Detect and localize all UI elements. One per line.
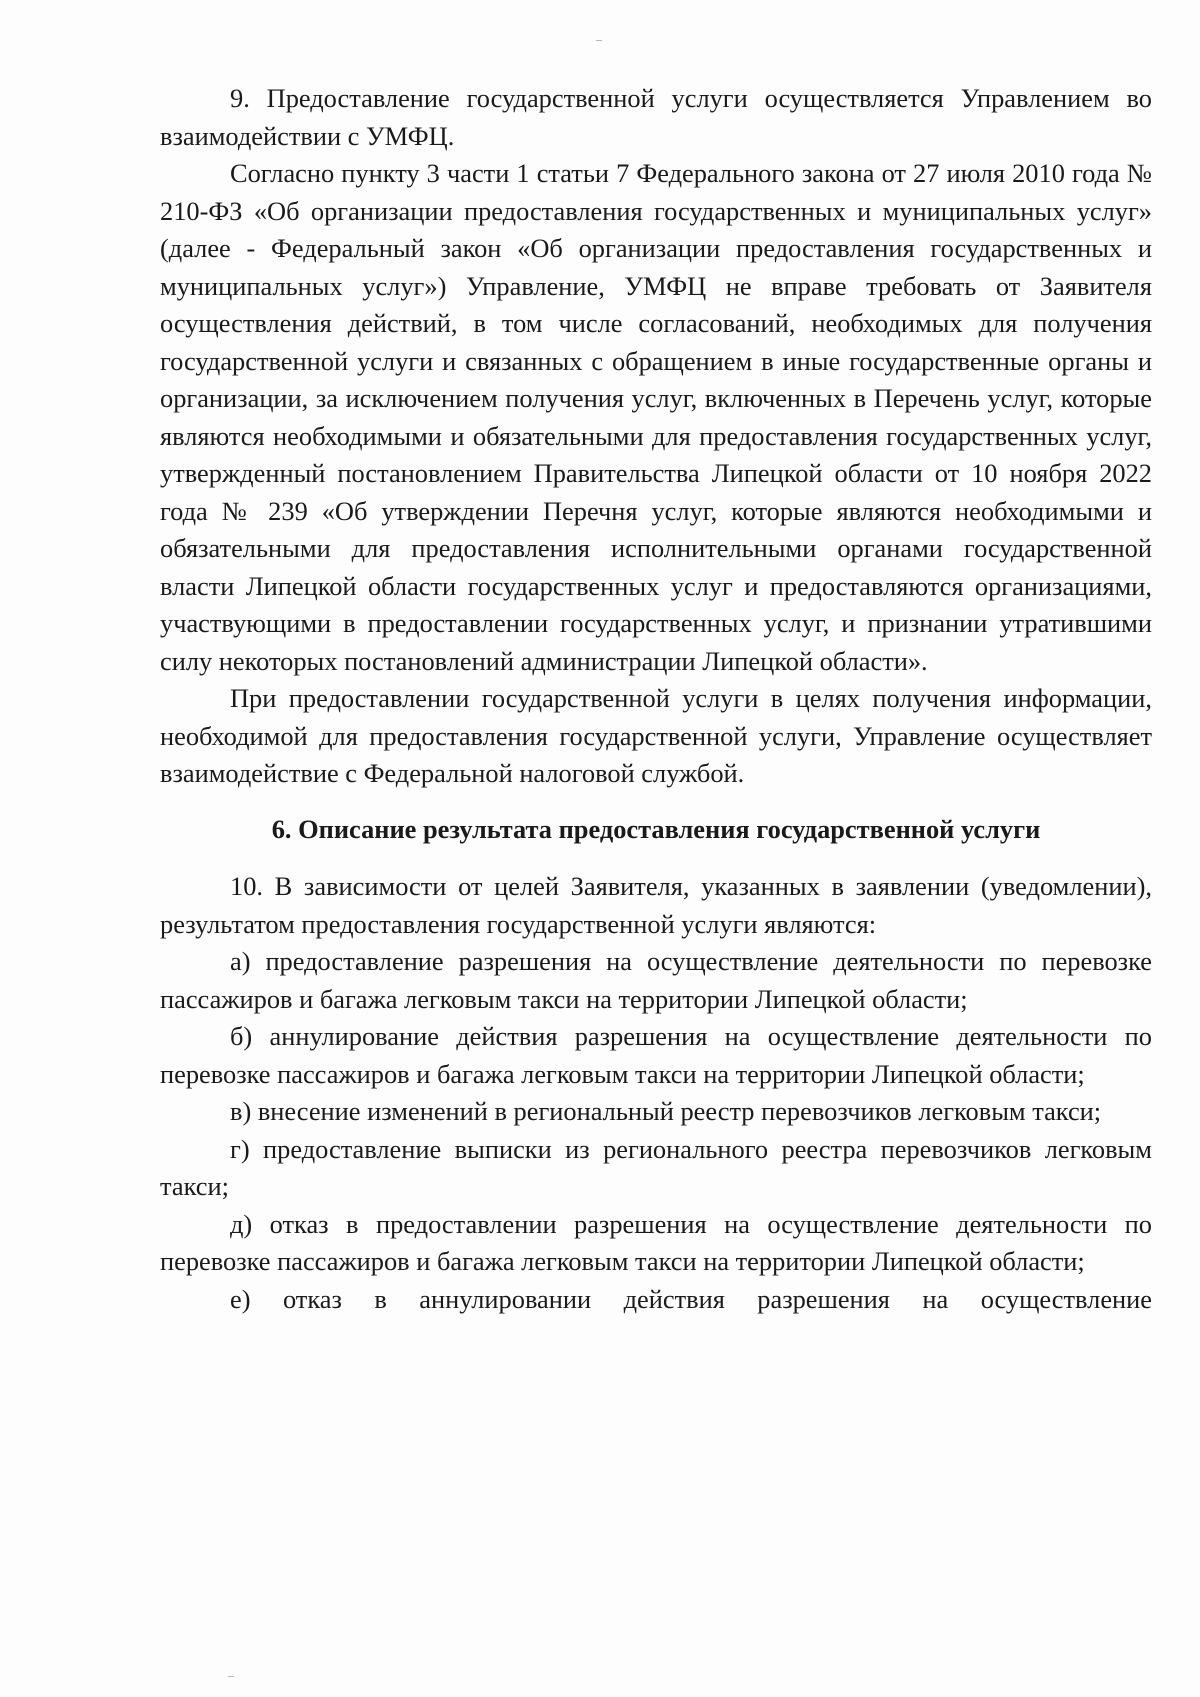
scan-mark-bottom [228,1676,234,1677]
list-item-e: е) отказ в аннулировании действия разрешения на осуществление [230,1283,1152,1314]
section-heading: 6. Описание результата предоставления государственной услуги [271,813,1041,844]
list-item-v: в) внесение изменений в региональный реестр перевозчиков легковым такси; [230,1096,1102,1126]
paragraph-10: 10. В зависимости от целей Заявителя, указанных в заявлении (уведомлении), результатом предоставления государственной услуги являются: [160,871,1152,939]
paragraph-9: 9. Предоставление государственной услуги осуществляется Управлением во взаимодействии с УМФЦ. [160,83,1152,151]
list-item-d: д) отказ в предоставлении разрешения на осуществление деятельности по перевозке пассажиров и багажа легковым такси на территории Липецкой области; [160,1208,1152,1276]
list-item-g: г) предоставление выписки из регионального реестра перевозчиков легковым такси; [160,1133,1152,1201]
document-body [160,80,1152,1318]
paragraph-tax-service: При предоставлении государственной услуги в целях получения информации, необходимой для предоставления государственной услуги, Управление осуществляет взаимодействие с Федеральной налоговой службой. [160,683,1152,788]
list-item-b: б) аннулирование действия разрешения на осуществление деятельности по перевозке пассажиров и багажа легковым такси на территории Липецкой области; [160,1021,1152,1089]
list-item-a: а) предоставление разрешения на осуществление деятельности по перевозке пассажиров и багажа легковым такси на территории Липецкой области; [160,946,1152,1014]
paragraph-federal-law: Согласно пункту 3 части 1 статьи 7 Федерального закона от 27 июля 2010 года № 210-ФЗ «Об организации предоставления государственных и муниципальных услуг» (далее - Федеральный закон «Об организации предоставления государственных и муниципальных услуг») Управление, УМФЦ не вправе требовать от Заявителя осуществления действий, в том числе согласований, необходимых для получения государственной услуги и связанных с обращением в иные государственные органы и организации, за исключением получения услуг, включенных в Перечень услуг, которые являются необходимыми и обязательными для предоставления государственных услуг, утвержденный постановлением Правительства Липецкой области от 10 ноября 2022 года № 239 «Об утверждении Перечня услуг, которые являются необходимыми и обязательными для предоставления исполнительными органами государственной власти Липецкой области государственных услуг и предоставляются организациями, участвующими в предоставлении государственных услуг, и признании утратившими силу некоторых постановлений администрации Липецкой области». [160,158,1152,676]
scan-mark-top [596,40,602,41]
